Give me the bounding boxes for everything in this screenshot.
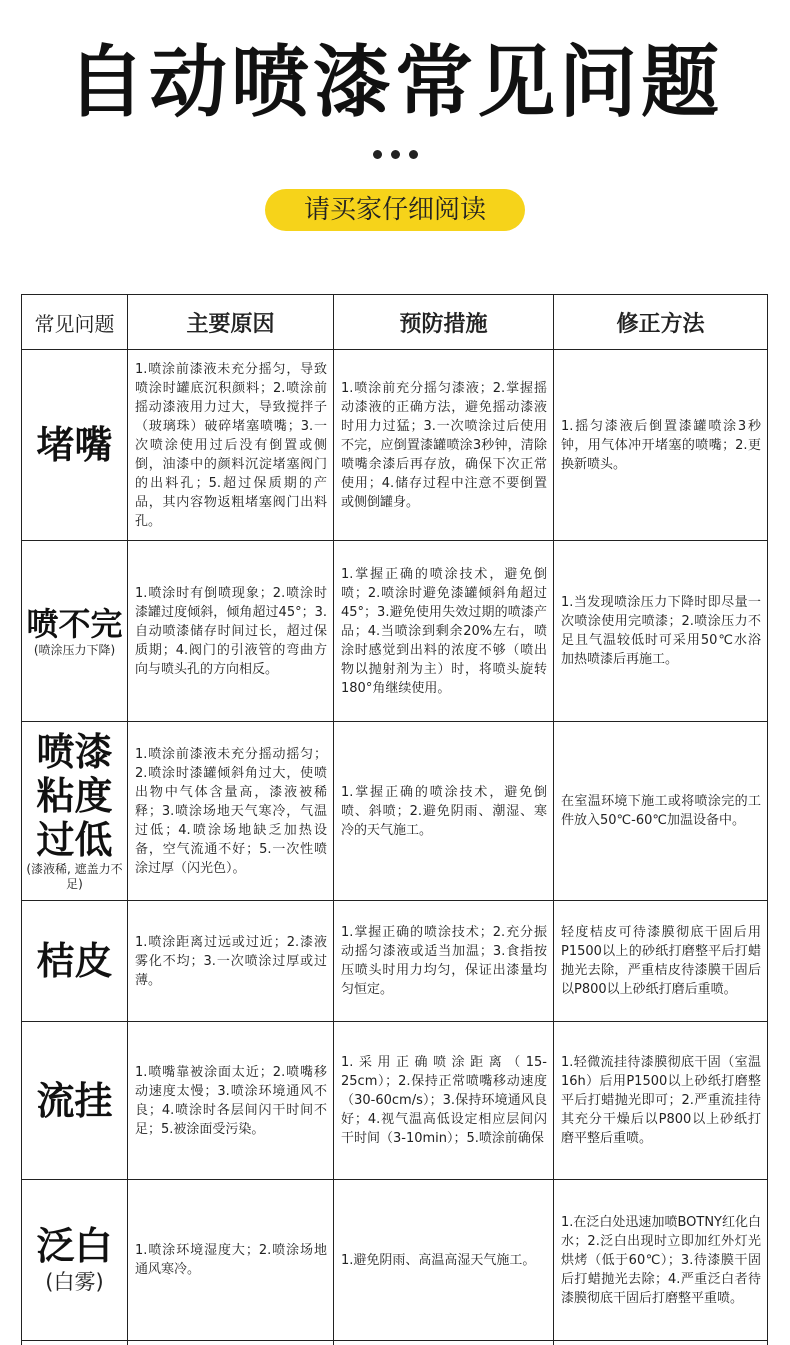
issue-cell bbox=[22, 350, 128, 541]
table-row bbox=[22, 901, 768, 1022]
table-row bbox=[22, 722, 768, 901]
issue-name: 堵嘴 bbox=[36, 423, 113, 467]
table-row-partial bbox=[22, 1341, 768, 1345]
fix-cell: 1.当发现喷涂压力下降时即尽量一次喷涂使用完喷漆；2.喷涂压力不足且气温较低时可采用50℃水浴加热喷漆后再施工。 bbox=[554, 541, 768, 722]
table-row bbox=[22, 541, 768, 722]
issue-name: 桔皮 bbox=[36, 939, 113, 983]
fix-cell: 在室温环境下施工或将喷涂完的工件放入50℃-60℃加温设备中。 bbox=[554, 722, 768, 901]
header-issue: 常见问题 bbox=[22, 295, 128, 350]
empty-cell bbox=[128, 1341, 334, 1345]
dots-divider bbox=[0, 150, 790, 164]
prevention-cell: 1.掌握正确的喷涂技术，避免倒喷；2.喷涂时避免漆罐倾斜角超过45°；3.避免使用失效过期的喷漆产品；4.当喷涂到剩余20%左右，喷涂时感觉到出料的浓度不够（喷出物以抛射剂为主）时，将喷头旋转180°角继续使用。 bbox=[334, 541, 554, 722]
issue-name-line: 喷漆 bbox=[36, 730, 113, 774]
cause-cell: 1.喷涂时有倒喷现象；2.喷涂时漆罐过度倾斜，倾角超过45°；3.自动喷漆储存时间过长，超过保质期；4.阀门的引液管的弯曲方向与喷头孔的方向相反。 bbox=[128, 541, 334, 722]
issue-name: 流挂 bbox=[36, 1078, 113, 1123]
table-row bbox=[22, 1022, 768, 1180]
prevention-cell: 1.掌握正确的喷涂技术，避免倒喷、斜喷；2.避免阴雨、潮湿、寒冷的天气施工。 bbox=[334, 722, 554, 901]
empty-cell bbox=[554, 1341, 768, 1345]
issue-cell bbox=[22, 541, 128, 722]
dot-icon bbox=[409, 150, 418, 159]
cause-cell: 1.喷涂环境湿度大；2.喷涂场地通风寒冷。 bbox=[128, 1180, 334, 1341]
cause-cell: 1.喷涂前漆液未充分摇匀，导致喷涂时罐底沉积颜料；2.喷涂前摇动漆液用力过大，导致搅拌子（玻璃珠）破碎堵塞喷嘴；3.一次喷涂使用过后没有倒置或侧倒，油漆中的颜料沉淀堵塞阀门的出料孔；5.超过保质期的产品，其内容物返粗堵塞阀门出料孔。 bbox=[128, 350, 334, 541]
faq-table bbox=[21, 294, 768, 1345]
issue-name-line: 过低 bbox=[36, 818, 113, 862]
cause-cell: 1.喷涂距离过远或过近；2.漆液雾化不均；3.一次喷涂过厚或过薄。 bbox=[128, 901, 334, 1022]
fix-cell: 1.摇匀漆液后倒置漆罐喷涂3秒钟，用气体冲开堵塞的喷嘴；2.更换新喷头。 bbox=[554, 350, 768, 541]
fix-cell: 轻度桔皮可待漆膜彻底干固后用P1500以上的砂纸打磨整平后打蜡抛光去除，严重桔皮待漆膜干固后以P800以上砂纸打磨后重喷。 bbox=[554, 901, 768, 1022]
fix-cell: 1.轻微流挂待漆膜彻底干固（室温16h）后用P1500以上砂纸打磨整平后打蜡抛光即可；2.严重流挂待其充分干燥后以P800以上砂纸打磨平整后重喷。 bbox=[554, 1022, 768, 1180]
dot-icon bbox=[391, 150, 400, 159]
cause-cell: 1.喷嘴靠被涂面太近；2.喷嘴移动速度太慢；3.喷涂环境通风不良；4.喷涂时各层间闪干时间不足；5.被涂面受污染。 bbox=[128, 1022, 334, 1180]
empty-cell bbox=[22, 1341, 128, 1345]
page-title: 自动喷漆常见问题 bbox=[66, 38, 723, 128]
issue-note: (喷涂压力下降) bbox=[33, 642, 116, 657]
table-header-row bbox=[22, 295, 768, 350]
prevention-cell: 1.掌握正确的喷涂技术；2.充分振动摇匀漆液或适当加温；3.食指按压喷头时用力均匀，保证出漆量均匀恒定。 bbox=[334, 901, 554, 1022]
issue-name-line: 粘度 bbox=[36, 774, 113, 818]
cause-cell: 1.喷涂前漆液未充分摇动摇匀；2.喷涂时漆罐倾斜角过大，使喷出物中气体含量高，漆液被稀释；3.喷涂场地天气寒冷，气温过低；4.喷涂场地缺乏加热设备，空气流通不好；5.一次性喷涂过厚（闪光色）。 bbox=[128, 722, 334, 901]
issue-name: 喷不完 bbox=[26, 604, 123, 643]
prevention-cell: 1.避免阴雨、高温高湿天气施工。 bbox=[334, 1180, 554, 1341]
header-prevention: 预防措施 bbox=[334, 295, 554, 350]
issue-cell bbox=[22, 1022, 128, 1180]
fix-cell: 1.在泛白处迅速加喷BOTNY红化白水；2.泛白出现时立即加红外灯光烘烤（低于60℃）；3.待漆膜干固后打蜡抛光去除；4.严重泛白者待漆膜彻底干固后打磨整平重喷。 bbox=[554, 1180, 768, 1341]
subtitle-badge: 请买家仔细阅读 bbox=[265, 189, 525, 231]
issue-cell bbox=[22, 1180, 128, 1341]
issue-name: 泛白 bbox=[36, 1224, 113, 1268]
header-cause: 主要原因 bbox=[128, 295, 334, 350]
issue-cell bbox=[22, 722, 128, 901]
prevention-cell: 1.喷涂前充分摇匀漆液；2.掌握摇动漆液的正确方法，避免摇动漆液时用力过猛；3.一次喷涂过后使用不完，应倒置漆罐喷涂3秒钟，清除喷嘴余漆后再存放，确保下次正常使用；4.储存过程中注意不要倒置或侧倒罐身。 bbox=[334, 350, 554, 541]
empty-cell bbox=[334, 1341, 554, 1345]
table-row bbox=[22, 350, 768, 541]
prevention-cell: 1.采用正确喷涂距离（15-25cm）；2.保持正常喷嘴移动速度（30-60cm/s）；3.保持环境通风良好；4.视气温高低设定相应层间闪干时间（3-10min）；5.喷涂前确保 bbox=[334, 1022, 554, 1180]
dot-icon bbox=[373, 150, 382, 159]
issue-note: (漆液稀, 遮盖力不足) bbox=[26, 862, 123, 891]
table-row bbox=[22, 1180, 768, 1341]
issue-cell bbox=[22, 901, 128, 1022]
header-fix: 修正方法 bbox=[554, 295, 768, 350]
issue-note: (白雾) bbox=[45, 1270, 104, 1294]
